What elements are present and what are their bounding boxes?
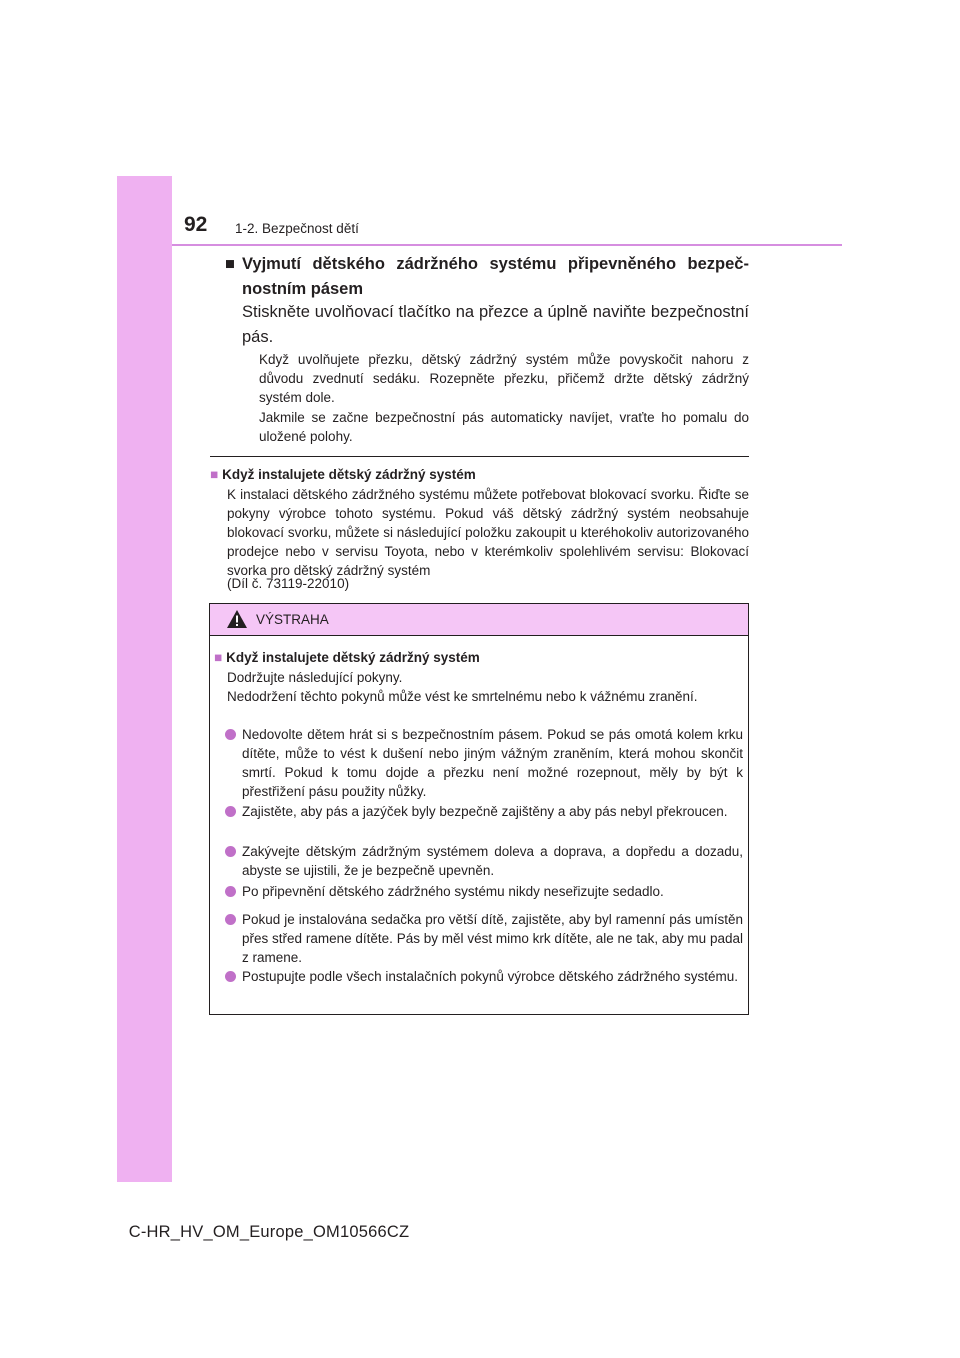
- removal-heading-text: Vyjmutí dětského zádržného systému připevněného bezpečnostním pásem: [242, 255, 749, 298]
- footer-doc-id: C-HR_HV_OM_Europe_OM10566CZ: [128, 1223, 410, 1241]
- warning-line-2: Nedodržení těchto pokynů může vést ke smrtelnému nebo k vážnému zranění.: [227, 689, 698, 704]
- section-title: 1-2. Bezpečnost dětí: [235, 221, 359, 236]
- round-bullet-icon: [225, 806, 236, 817]
- warning-line-1: Dodržujte následující pokyny.: [227, 670, 403, 685]
- warning-bullet: Po připevnění dětského zádržného systému nikdy neseřizujte sedadlo.: [225, 882, 743, 901]
- install-heading: [210, 465, 476, 484]
- install-part-number: (Díl č. 73119-22010): [227, 576, 350, 591]
- page-number: 92: [184, 213, 208, 236]
- removal-heading: [225, 252, 749, 302]
- warning-triangle-icon: [226, 609, 248, 629]
- warning-bullet: Nedovolte dětem hrát si s bezpečnostním pásem. Pokud se pás omotá kolem krku dítěte, může to vést k dušení nebo jiným vážným zraněním, která mohou skončit smrtí. Pokud k tomu dojde a přezku není možné rozepnout, měly by být k přestřižení pásu použity nůžky.: [225, 725, 743, 801]
- square-bullet-icon: ■: [210, 467, 219, 482]
- warning-bullet: Postupujte podle všech instalačních pokynů výrobce dětského zádržného systému.: [225, 967, 743, 986]
- removal-note-1: Když uvolňujete přezku, dětský zádržný systém může povyskočit nahoru z důvodu zvednutí sedáku. Rozepněte přezku, přičemž držte dětský zádržný systém dole.: [259, 352, 749, 405]
- section-divider: [210, 456, 749, 457]
- warning-heading: [214, 648, 480, 667]
- warning-box: [209, 603, 749, 1015]
- install-heading-text: Když instalujete dětský zádržný systém: [222, 467, 476, 482]
- header-rule: [172, 244, 842, 246]
- warning-title: VÝSTRAHA: [256, 612, 329, 627]
- chapter-side-tab: [117, 176, 172, 1182]
- install-body: K instalaci dětského zádržného systému můžete potřebovat blokovací svorku. Řiďte se pokyny výrobce tohoto systému. Pokud váš dětský zádržný systém neobsahuje blokovací svorku, můžete si následující položku zakoupit u kteréhokoliv autorizovaného prodejce nebo v servisu Toyota, nebo v kterémkoliv spolehlivém servisu: Blokovací svorka pro dětský zádržný systém: [227, 487, 749, 578]
- removal-instruction: Stiskněte uvolňovací tlačítko na přezce a úplně naviňte bezpečnostní pás.: [242, 303, 749, 346]
- round-bullet-icon: [225, 729, 236, 740]
- round-bullet-icon: [225, 971, 236, 982]
- square-bullet-icon: ■: [225, 255, 235, 273]
- removal-note-2: Jakmile se začne bezpečnostní pás automaticky navíjet, vraťte ho pomalu do uložené polohy.: [259, 410, 749, 444]
- warning-bullet: Zakývejte dětským zádržným systémem doleva a doprava, a dopředu a dozadu, abyste se ujistili, že je bezpečně upevněn.: [225, 842, 743, 880]
- warning-header: [210, 604, 748, 636]
- warning-bullet: Pokud je instalována sedačka pro větší dítě, zajistěte, aby byl ramenní pás umístěn přes střed ramene dítěte. Pás by měl vést mimo krk dítěte, ale ne tak, aby mu padal z ramene.: [225, 910, 743, 967]
- round-bullet-icon: [225, 914, 236, 925]
- warning-heading-text: Když instalujete dětský zádržný systém: [226, 650, 480, 665]
- square-bullet-icon: ■: [214, 650, 223, 665]
- warning-bullet: Zajistěte, aby pás a jazýček byly bezpečně zajištěny a aby pás nebyl překroucen.: [225, 802, 743, 821]
- round-bullet-icon: [225, 886, 236, 897]
- round-bullet-icon: [225, 846, 236, 857]
